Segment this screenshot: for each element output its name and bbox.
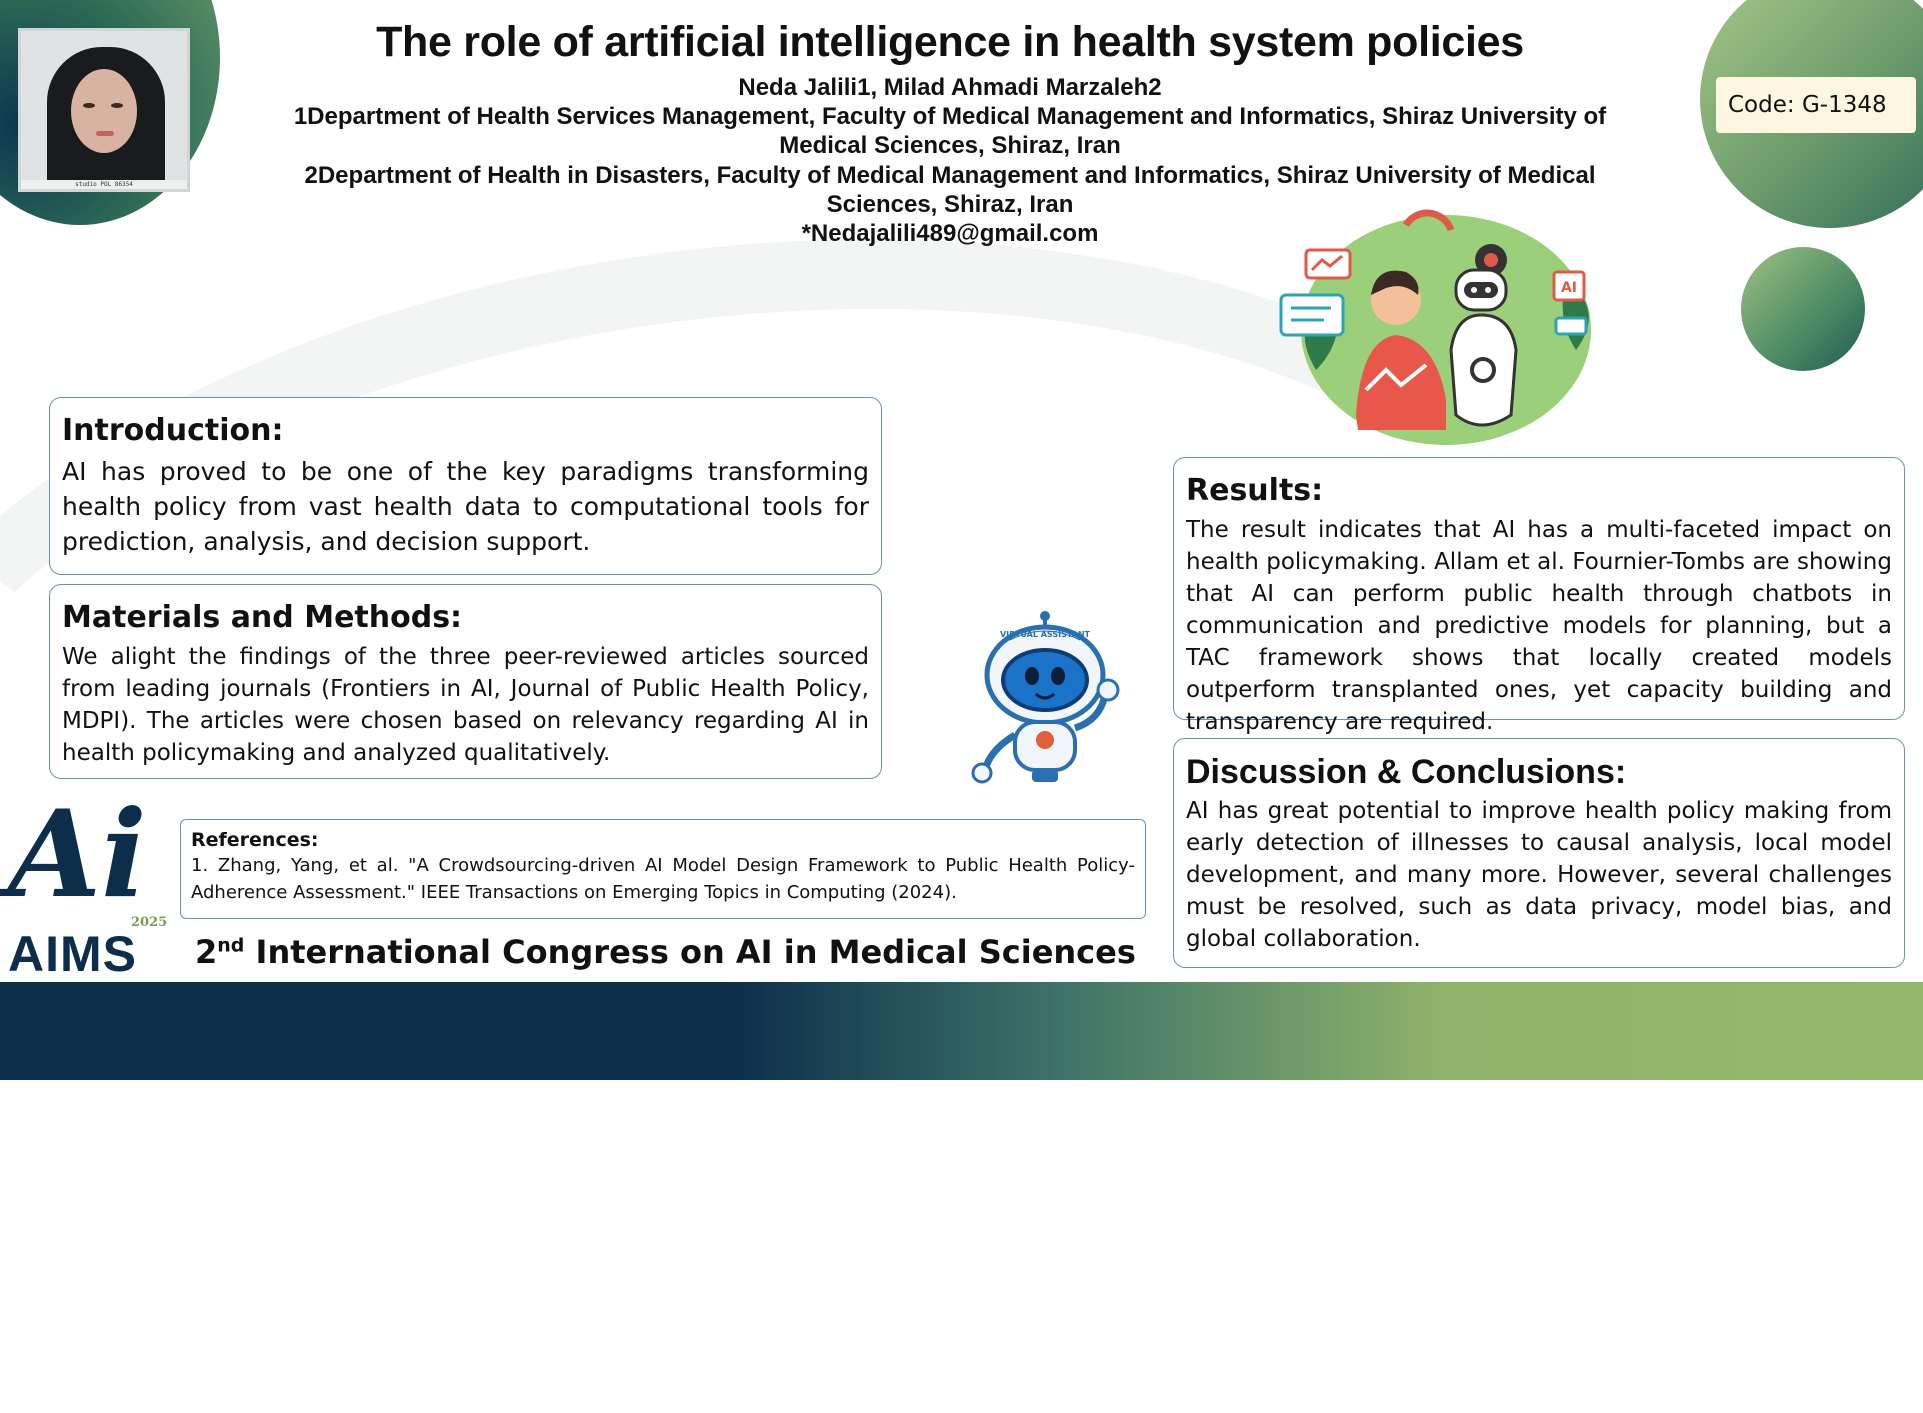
affiliation-2-line-1: 2Department of Health in Disasters, Faculty of Medical Management and Informatics, Shiraz University of Medical (304, 162, 1596, 189)
illustration-ai-tag: AI (1560, 280, 1578, 296)
discussion-heading: Discussion & Conclusions: (1186, 753, 1627, 791)
results-heading: Results: (1186, 473, 1324, 508)
logo-ai-mark: Ai (8, 784, 147, 925)
results-box (1173, 457, 1905, 735)
congress-name (195, 933, 1136, 971)
logo-year: 2025 (131, 915, 168, 930)
affiliation-2-line-2: Sciences, Shiraz, Iran (826, 191, 1074, 218)
robot-assistant-icon (960, 610, 1135, 790)
introduction-body: AI has proved to be one of the key paradigms transforming health policy from vast health data to computational tools for prediction, analysis, and decision support. (62, 457, 869, 556)
introduction-heading: Introduction: (62, 413, 284, 448)
affiliation-1-line-1: 1Department of Health Services Management, Faculty of Medical Management and Informatics, Shiraz University of (293, 103, 1607, 130)
poster-title: The role of artificial intelligence in health system policies (376, 18, 1524, 66)
decor-circle-mid-right (1741, 247, 1865, 371)
aims-logo (8, 784, 178, 982)
photo-stamp: studio POL 86354 (75, 181, 133, 188)
discussion-box (1173, 738, 1905, 968)
contact-email: *Nedajalili489@gmail.com (801, 220, 1099, 247)
congress-title: International Congress on AI in Medical Sciences (255, 933, 1136, 971)
logo-aims-text: AIMS (8, 926, 137, 982)
reference-item: 1. Zhang, Yang, et al. "A Crowdsourcing-driven AI Model Design Framework to Public Health Policy-Adherence Assessment." IEEE Transactions on Emerging Topics in Computing (2024). (191, 855, 1135, 903)
discussion-body: AI has great potential to improve health policy making from early detection of illnesses to causal analysis, local model development, and many more. However, several challenges must be resolved, such as data privacy, model bias, and global collaboration. (1186, 798, 1892, 952)
results-body: The result indicates that AI has a multi-faceted impact on health policymaking. Allam et al. Fournier-Tombs are showing that AI can perform public health through chatbots in communication and predictive models for planning, but a TAC framework shows that locally created models outperform transplanted ones, yet capacity building and transparency are required. (1186, 517, 1892, 735)
footer-gradient-band (0, 982, 1923, 1080)
references-heading: References: (191, 829, 319, 851)
methods-box (49, 584, 882, 779)
congress-ordinal: 2 (195, 933, 218, 971)
poster-code-badge: Code: G-1348 (1716, 77, 1916, 133)
authors: Neda Jalili1, Milad Ahmadi Marzaleh2 (738, 74, 1162, 101)
congress-ordinal-suffix: nd (217, 934, 245, 957)
ai-collaboration-illustration (1276, 200, 1606, 450)
affiliation-1-line-2: Medical Sciences, Shiraz, Iran (779, 132, 1121, 159)
methods-body: We alight the findings of the three peer-reviewed articles sourced from leading journals (Frontiers in AI, Journal of Public Health Policy, MDPI). The articles were chosen based on relevancy regarding AI in health policymaking and analyzed qualitatively. (62, 644, 869, 766)
author-photo (18, 28, 190, 192)
methods-heading: Materials and Methods: (62, 600, 463, 635)
references-box (180, 819, 1146, 919)
introduction-box (49, 397, 882, 575)
robot-badge-text: VIRTUAL ASSISTANT (999, 630, 1091, 639)
